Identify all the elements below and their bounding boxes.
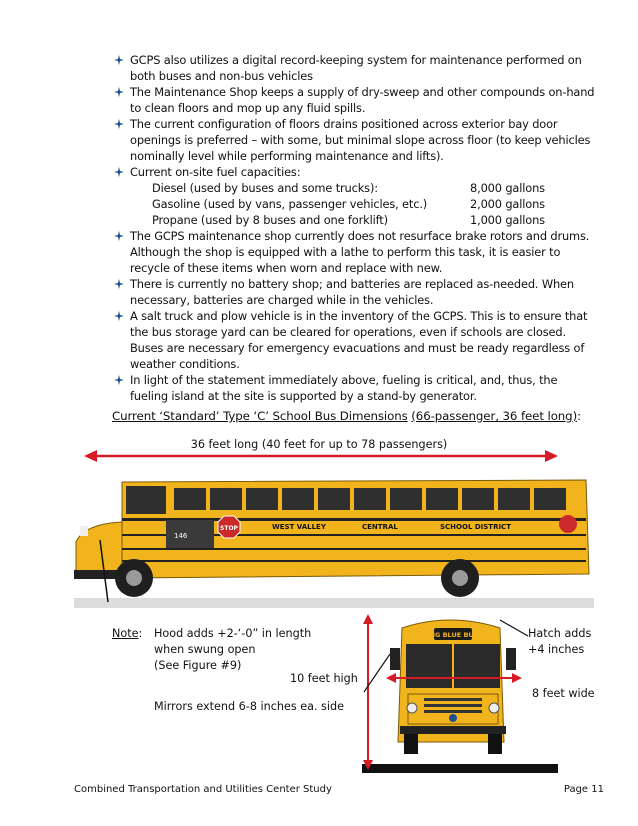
page-number: Page 11 — [563, 784, 604, 795]
district-word-2: CENTRAL — [362, 523, 398, 531]
diamond-bullet-icon — [114, 55, 124, 65]
hatch-line: Hatch adds — [528, 627, 592, 640]
diamond-bullet-icon — [114, 311, 124, 321]
fuel-value: 1,000 gallons — [470, 213, 545, 227]
diamond-bullet-icon — [114, 87, 124, 97]
bullet-item — [112, 308, 597, 372]
bus-number: 146 — [174, 532, 188, 540]
note-lines — [154, 626, 311, 674]
diamond-bullet-icon — [114, 167, 124, 177]
bullet-item — [112, 52, 597, 84]
mirrors-note: Mirrors extend 6-8 inches ea. side — [154, 700, 344, 713]
diamond-bullet-icon — [114, 279, 124, 289]
fuel-label: Gasoline (used by vans, passenger vehicles, etc.) — [152, 197, 428, 211]
diamond-bullet-icon — [114, 231, 124, 241]
bullet-text: A salt truck and plow vehicle is in the inventory of the GCPS. This is to ensure that the bus storage yard can be cleared for operations, even if schools are closed. Buses are necessary for emergency evacuations and must be ready regardless of weather conditions. — [130, 309, 588, 371]
note-label: Note — [112, 627, 139, 640]
hood-note — [112, 626, 312, 672]
diamond-bullet-icon — [114, 119, 124, 129]
note-line: when swung open — [154, 643, 256, 656]
width-label: 8 feet wide — [532, 687, 595, 700]
heading-main: Current ‘Standard’ Type ‘C’ School Bus Dimensions — [112, 409, 408, 423]
fuel-value: 8,000 gallons — [470, 181, 545, 195]
bullet-item — [112, 276, 597, 308]
diamond-bullet-icon — [114, 375, 124, 385]
district-word-3: SCHOOL DISTRICT — [440, 523, 511, 531]
fuel-label: Diesel (used by buses and some trucks): — [152, 181, 378, 195]
fuel-label: Propane (used by 8 buses and one forklift) — [152, 213, 388, 227]
bullet-text: Current on-site fuel capacities: — [130, 165, 301, 179]
bullet-text: The GCPS maintenance shop currently does not resurface brake rotors and drums. Although the shop is equipped with a lathe to perform this task, it is easier to recycle of these items when worn and replace with new. — [130, 229, 590, 275]
note-line: Hood adds +2-‘-0” in length — [154, 627, 312, 640]
bullet-item — [112, 116, 597, 164]
heading-paren: (66-passenger, 36 feet long) — [411, 409, 578, 423]
heading-colon: : — [577, 409, 581, 423]
stop-sign-label: STOP — [220, 525, 238, 532]
bullet-text: In light of the statement immediately above, fueling is critical, and, thus, the fueling island at the site is supported by a stand-by generator. — [130, 373, 558, 403]
bullet-item — [112, 84, 597, 116]
bullet-item — [112, 228, 597, 276]
note-line: (See Figure #9) — [154, 659, 242, 672]
side-view-bus-illustration — [74, 456, 594, 608]
height-label: 10 feet high — [290, 672, 358, 685]
bullet-text: GCPS also utilizes a digital record-keeping system for maintenance performed on both buses and non-bus vehicles — [130, 53, 582, 83]
bullet-item — [112, 372, 597, 404]
note-colon: : — [138, 627, 143, 640]
district-word-1: WEST VALLEY — [272, 523, 326, 531]
footer-title: Combined Transportation and Utilities Center Study — [74, 784, 332, 795]
front-view-bus-illustration — [350, 614, 562, 774]
fuel-capacity-table — [152, 180, 597, 228]
bullet-text: There is currently no battery shop; and batteries are replaced as-needed. When necessary, batteries are charged while in the vehicles. — [130, 277, 574, 307]
bullet-text: The current configuration of floors drains positioned across exterior bay door openings is preferred – with some, but minimal slope across floor (to keep vehicles nominally level while performing maintenance and lifts). — [130, 117, 591, 163]
bus-front-sign: BIG BLUE BUS — [427, 631, 479, 639]
hatch-line: +4 inches — [528, 643, 585, 656]
bullet-list — [112, 52, 597, 404]
fuel-value: 2,000 gallons — [470, 197, 545, 211]
bullet-item — [112, 164, 597, 228]
bullet-text: The Maintenance Shop keeps a supply of dry-sweep and other compounds on-hand to clean floors and mop up any fluid spills. — [130, 85, 595, 115]
bus-length-label: 36 feet long (40 feet for up to 78 passengers) — [190, 438, 448, 451]
bus-dimensions-heading — [112, 409, 581, 423]
